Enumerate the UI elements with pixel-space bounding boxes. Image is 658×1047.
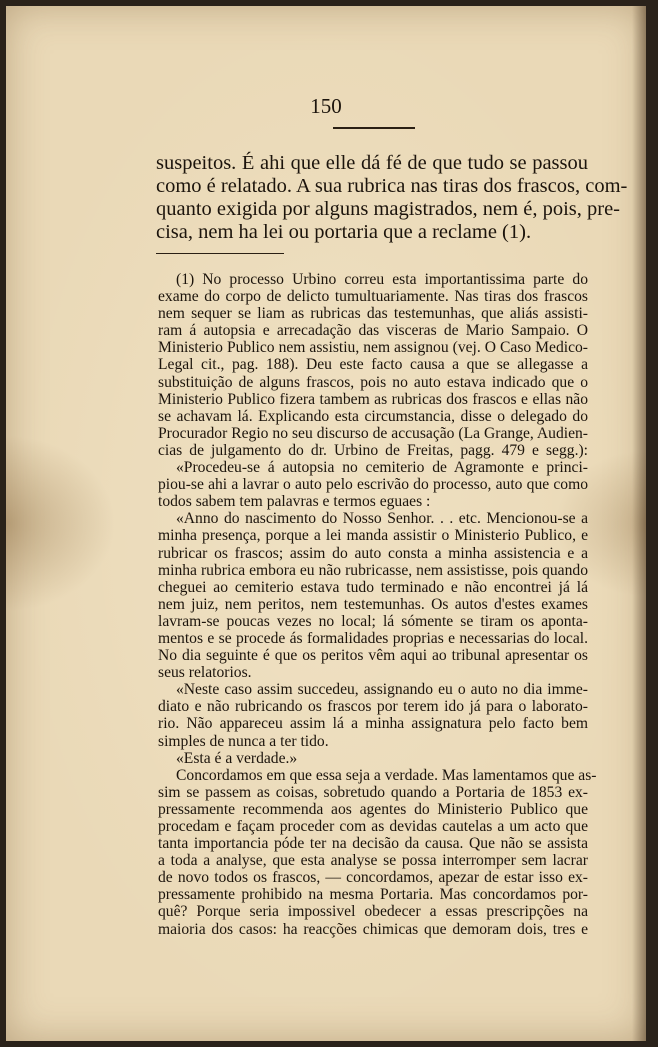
footnote-line: mentos e se procede ás formalidades proprias e necessarias do local.: [158, 629, 588, 647]
footnote-line: Ministerio Publico nem assistiu, nem assignou (vej. O Caso Medico-: [158, 339, 588, 357]
footnote-line: Procurador Regio no seu discurso de accusação (La Grange, Audien-: [158, 424, 588, 442]
footnote-line: cias de julgamento do dr. Urbino de Freitas, pagg. 479 e segg.):: [158, 441, 588, 459]
main-paragraph: [156, 152, 628, 244]
header-rule: [333, 127, 415, 129]
footnote-line: (1) No processo Urbino correu esta importantissima parte do: [176, 271, 588, 288]
footnote-line: «Neste caso assim succedeu, assignando eu o auto no dia imme-: [176, 681, 588, 699]
main-line: como é relatado. A sua rubrica nas tiras dos frascos, com-: [156, 175, 628, 197]
footnote-line: Ministerio Publico fizera tambem as rubricas dos frascos e ellas não: [158, 390, 588, 408]
footnote-line: procedam e façam proceder com as devidas cautelas a um acto que: [158, 818, 588, 835]
book-page: [6, 6, 646, 1041]
footnote-line: rio. Não appareceu assim lá a minha assignatura pelo facto bem: [158, 715, 588, 733]
footnote-line: «Esta é a verdade.»: [176, 749, 298, 767]
footnote-line: pressamente recommenda aos agentes do Ministerio Publico que: [158, 800, 588, 818]
footnote-line: minha rubrica embora eu não rubricasse, nem assistisse, pois quando: [158, 561, 588, 579]
gutter-shadow: [632, 6, 646, 1041]
footnote-line: No dia seguinte é que os peritos vêm aqui ao tribunal apresentar os: [158, 647, 588, 665]
main-line: cisa, nem ha lei ou portaria que a reclame (1).: [156, 221, 532, 243]
footnote-line: minha presença, porque a lei manda assistir o Ministerio Publico, e: [158, 527, 588, 545]
footnote-line: maioria dos casos: ha reacções chimicas que demoram dois, tres e: [158, 920, 588, 938]
footnote-line: lavram-se poucas vezes no local; lá sómente se tiram os aponta-: [158, 612, 588, 630]
footnote: [158, 271, 597, 938]
footnote-line: piou-se ahi a lavrar o auto pelo escrivão do processo, auto que como: [158, 476, 588, 494]
footnote-line: «Procedeu-se á autopsia no cemiterio de Agramonte e princi-: [176, 459, 588, 477]
page-number: 150: [310, 94, 342, 118]
footnote-line: todos sabem tem palavras e termos eguaes :: [158, 493, 431, 511]
footnote-line: rubricar os frascos; assim do auto consta a minha assistencia e a: [158, 544, 588, 562]
footnote-line: Legal cit., pag. 188). Deu este facto causa a que se allegasse a: [158, 356, 588, 374]
footnote-line: substituição de alguns frascos, pois no auto estava indicado que o: [158, 373, 588, 391]
footnote-line: sim se passem as coisas, sobretudo quando a Portaria de 1853 ex-: [158, 783, 588, 801]
main-line: suspeitos. É ahi que elle dá fé de que tudo se passou: [156, 152, 588, 174]
footnote-line: «Anno do nascimento do Nosso Senhor. . . etc. Mencionou-se a: [176, 510, 588, 528]
footnote-line: de novo todos os frascos, — concordamos, apezar de estar isso ex-: [158, 869, 588, 887]
footnote-separator: [156, 253, 284, 254]
footnote-line: seus relatorios.: [158, 664, 252, 682]
footnote-line: exame do corpo de delicto tumultuariamente. Nas tiras dos frascos: [158, 288, 588, 306]
footnote-line: tanta importancia póde ter na decisão da causa. Que não se assista: [158, 835, 588, 853]
footnote-line: diato e não rubricando os frascos por terem ido já para o laborato-: [158, 698, 588, 716]
footnote-line: se achavam lá. Explicando esta circumstancia, disse o delegado do: [158, 407, 588, 425]
footnote-line: a toda a analyse, que esta analyse se possa interromper sem lacrar: [158, 852, 588, 870]
footnote-line: nem sequer se liam as rubricas das testemunhas, que aliás assisti-: [158, 305, 588, 323]
main-line: quanto exigida por alguns magistrados, nem é, pois, pre-: [156, 198, 620, 220]
footnote-line: quê? Porque seria impossivel obedecer a essas prescripções na: [158, 903, 588, 921]
footnote-line: nem juiz, nem peritos, nem testemunhas. Os autos d'estes exames: [158, 595, 588, 613]
footnote-line: simples de nunca a ter tido.: [158, 732, 329, 750]
footnote-line: ram á autopsia e arrecadação das visceras de Mario Sampaio. O: [158, 322, 588, 340]
footnote-line: cheguei ao cemiterio estava tudo terminado e não encontrei já lá: [158, 578, 588, 596]
footnote-line: pressamente prohibido na mesma Portaria. Mas concordamos por-: [158, 886, 588, 904]
footnote-line: Concordamos em que essa seja a verdade. Mas lamentamos que as-: [176, 766, 597, 784]
